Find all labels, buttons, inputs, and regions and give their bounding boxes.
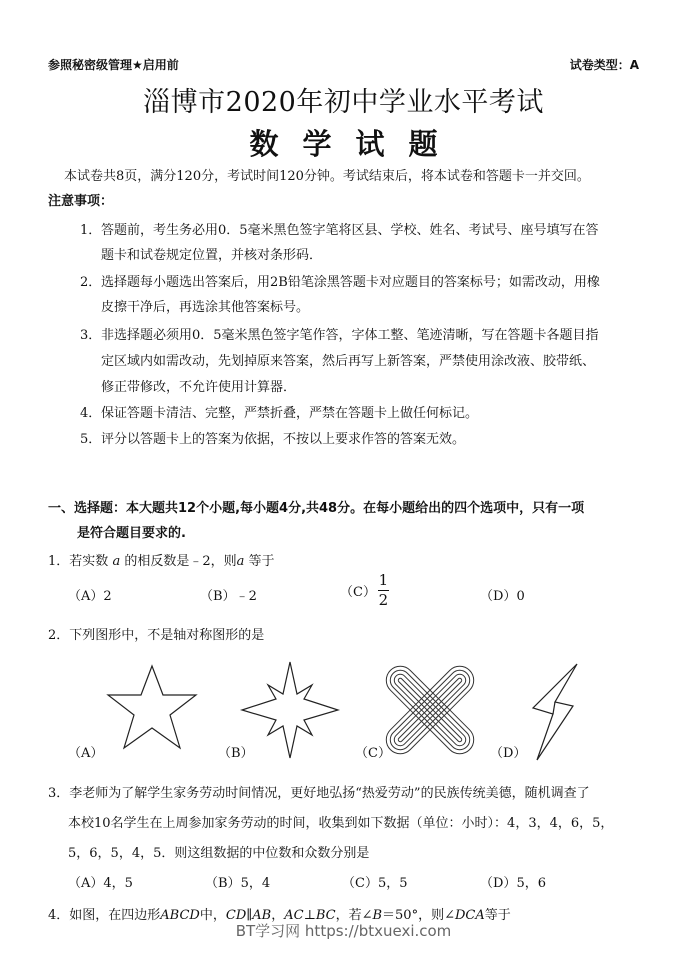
section-heading: 一、选择题：本大题共12个小题,每小题4分,共48分。在每小题给出的四个选项中，只有一项 <box>48 501 585 516</box>
section-heading-cont: 是符合题目要求的. <box>77 526 186 541</box>
notice-number: 2． <box>80 275 102 290</box>
notice-text: 题卡和试卷规定位置，并核对条形码． <box>101 248 323 263</box>
notice-text: 定区域内如需改动，先划掉原来答案，然后再写上新答案，严禁使用涂改液、胶带纸、 <box>101 354 596 369</box>
question-3-stem: 3．李老师为了解学生家务劳动时间情况，更好地弘扬“热爱劳动”的民族传统美德，随机调查了 <box>48 786 590 801</box>
notice-text: 选择题每小题选出答案后，用2B铅笔涂黑答题卡对应题目的答案标号；如需改动，用橡 <box>101 275 600 290</box>
question-3-stem-cont: 本校10名学生在上周参加家务劳动的时间，收集到如下数据（单位：小时）：4，3，4，6，5， <box>68 816 614 831</box>
notice-text: 非选择题必须用0．5毫米黑色签字笔作答，字体工整、笔迹清晰，写在答题卡各题目指 <box>101 328 599 343</box>
question-number: 1． <box>48 554 70 569</box>
question-1-option-d: （D）0 <box>480 589 525 604</box>
fraction-one-half: $\frac{1}{2}$ <box>378 571 389 609</box>
question-4-stem: 4．如图，在四边形ABCD中，CD∥AB，AC⊥BC，若∠B＝50°，则∠DCA等于 <box>48 908 511 923</box>
question-3-option-a: （A）4，5 <box>68 876 133 891</box>
question-2-option-b-label: （B） <box>218 746 254 761</box>
eight-pointed-star-figure <box>240 660 340 760</box>
question-2-option-a-label: （A） <box>68 746 104 761</box>
notice-text: 评分以答题卡上的答案为依据，不按以上要求作答的答案无效。 <box>101 432 466 447</box>
question-number: 3． <box>48 786 70 801</box>
notice-number: 4． <box>80 406 102 421</box>
question-1-option-a: （A）2 <box>68 589 112 604</box>
notice-text: 修正带修改，不允许使用计算器． <box>101 380 297 395</box>
question-3-option-b: （B）5，4 <box>205 876 271 891</box>
notice-number: 5． <box>80 432 102 447</box>
watermark-link[interactable]: BT学习网 https://btxuexi.com <box>235 922 452 940</box>
subject-title: 数学试题 <box>249 127 462 161</box>
question-1-option-c: （C） $\frac{1}{2}$ <box>340 571 389 609</box>
question-1-option-b: （B）﹣2 <box>200 589 257 604</box>
question-3-option-d: （D）5，6 <box>480 876 546 891</box>
paper-type-label: 试卷类型：A <box>569 58 639 72</box>
question-2-stem: 2．下列图形中，不是轴对称图形的是 <box>48 628 265 643</box>
question-1-stem: 1．若实数 a 的相反数是﹣2，则a 等于 <box>48 554 275 569</box>
notice-title: 注意事项： <box>48 194 114 209</box>
exam-title: 淄博市2020年初中学业水平考试 <box>143 87 544 118</box>
question-3-option-c: （C）5，5 <box>342 876 408 891</box>
question-3-stem-cont: 5，6，5，4，5．则这组数据的中位数和众数分别是 <box>68 846 370 861</box>
question-2-option-c-label: （C） <box>355 746 391 761</box>
notice-number: 3． <box>80 328 102 343</box>
exam-intro: 本试卷共8页，满分120分，考试时间120分钟。考试结束后，将本试卷和答题卡一并交回。 <box>64 169 590 184</box>
confidentiality-label: 参照秘密级管理★启用前 <box>48 58 179 72</box>
question-2-option-d-label: （D） <box>490 746 527 761</box>
notice-text: 皮擦干净后，再选涂其他答案标号。 <box>101 300 310 315</box>
question-number: 4． <box>48 908 70 923</box>
notice-text: 保证答题卡清洁、完整，严禁折叠，严禁在答题卡上做任何标记。 <box>101 406 479 421</box>
five-pointed-star-figure <box>105 664 205 759</box>
notice-text: 答题前，考生务必用0．5毫米黑色签字笔将区县、学校、姓名、考试号、座号填写在答 <box>101 223 599 238</box>
interlaced-knot-figure <box>385 664 475 756</box>
question-number: 2． <box>48 628 70 643</box>
notice-number: 1． <box>80 223 102 238</box>
lightning-bolt-figure <box>525 662 595 762</box>
